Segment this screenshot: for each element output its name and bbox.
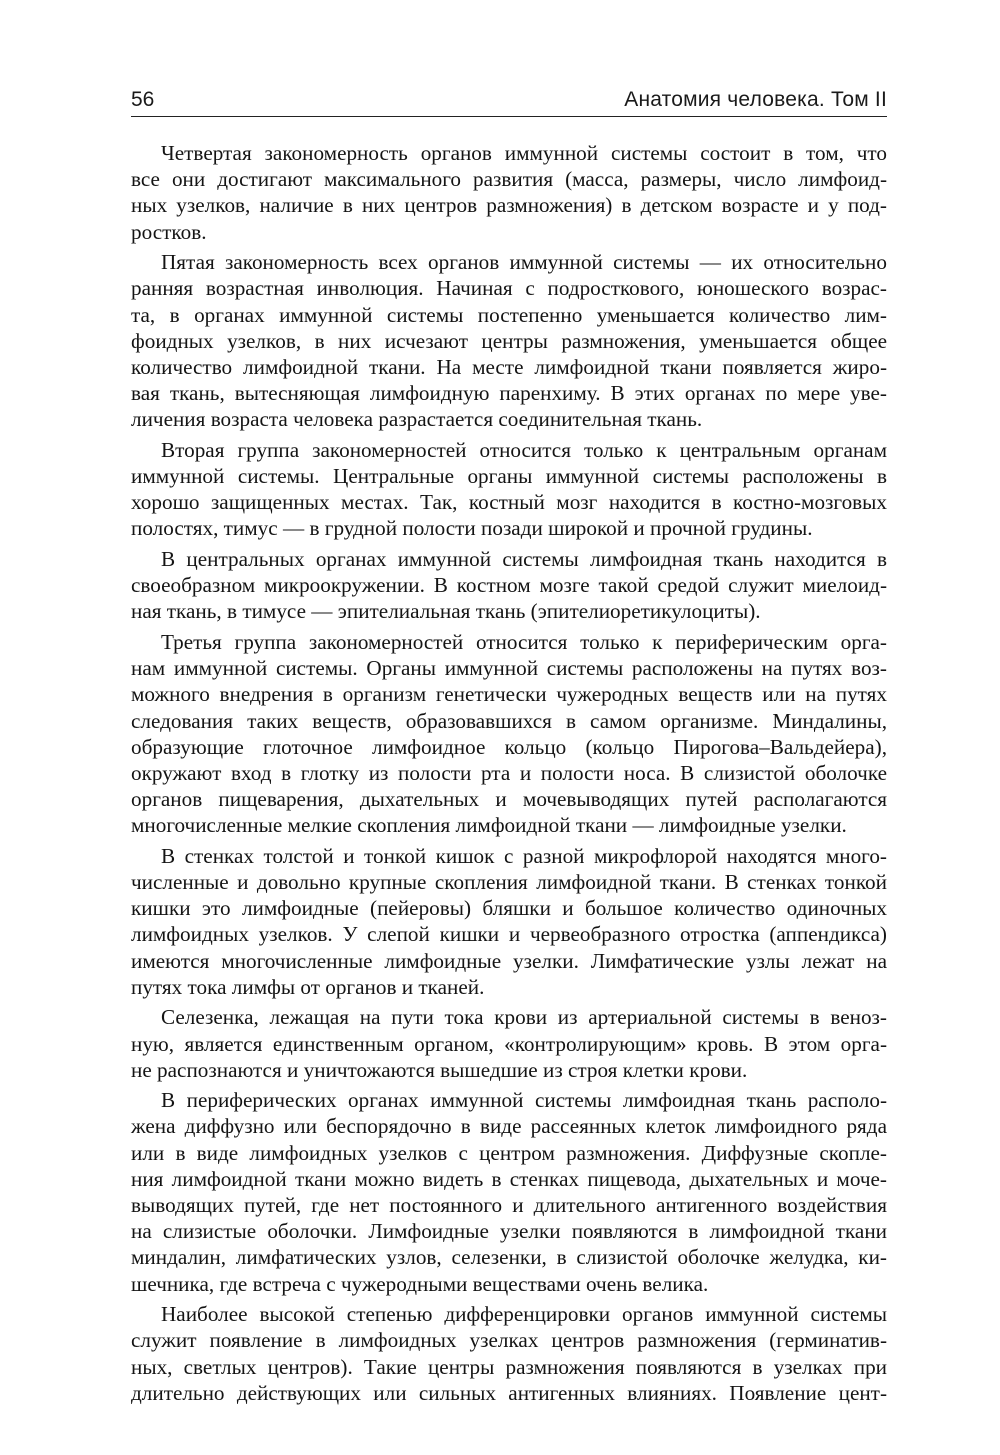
text-line: жена диффузно или беспорядочно в виде рассеянных клеток лимфоидного ряда (131, 1114, 887, 1139)
text-line: ных узелков, наличие в них центров размножения) в детском возрасте и у под- (131, 193, 887, 218)
paragraph (131, 1301, 887, 1406)
text-line: Наиболее высокой степенью дифференцировки органов иммунной системы (161, 1302, 887, 1327)
text-line: В периферических органах иммунной системы лимфоидная ткань располо- (161, 1088, 887, 1113)
text-line: иммунной системы. Центральные органы иммунной системы расположены в (131, 464, 887, 489)
text-line: В стенках толстой и тонкой кишок с разной микрофлорой находятся много- (161, 843, 887, 868)
text-line: имеются многочисленные лимфоидные узелки. Лимфатические узлы лежат на (131, 948, 887, 973)
text-line: Четвертая закономерность органов иммунной системы состоит в том, что (161, 141, 887, 165)
text-line: ранняя возрастная инволюция. Начиная с подросткового, юношеского возрас- (131, 276, 887, 301)
paragraph (131, 249, 887, 432)
text-line: ния лимфоидной ткани можно видеть в стенках пищевода, дыхательных и моче- (131, 1166, 887, 1191)
text-line: ростков. (131, 219, 207, 244)
running-header (131, 86, 887, 117)
text-line: количество лимфоидной ткани. На месте лимфоидной ткани появляется жиро- (131, 354, 887, 379)
text-line: Вторая группа закономерностей относится только к центральным органам (161, 437, 887, 462)
text-line: образующие глоточное лимфоидное кольцо (кольцо Пирогова–Вальдейера), (131, 734, 887, 759)
body-text (131, 140, 887, 1410)
page-number: 56 (131, 88, 155, 111)
paragraph (131, 843, 887, 1000)
text-line: длительно действующих или сильных антигенных влияниях. Появление цент- (131, 1380, 887, 1405)
text-line: следования таких веществ, образовавшихся в самом организме. Миндалины, (131, 708, 887, 733)
text-line: окружают вход в глотку из полости рта и полости носа. В слизистой оболочке (131, 760, 887, 785)
text-line: личения возраста человека разрастается соединительная ткань. (131, 407, 703, 432)
text-line: вая ткань, вытесняющая лимфоидную паренхиму. В этих органах по мере уве- (131, 381, 887, 406)
paragraph (131, 1004, 887, 1083)
paragraph (131, 546, 887, 625)
text-line: полостях, тимус — в грудной полости позади широкой и прочной грудины. (131, 516, 813, 541)
text-line: миндалин, лимфатических узлов, селезенки, в слизистой оболочке желудка, ки- (131, 1245, 887, 1270)
paragraph (131, 140, 887, 245)
text-line: выводящих путей, где нет постоянного и длительного антигенного воздействия (131, 1193, 887, 1218)
text-line: Третья группа закономерностей относится только к периферическим орга- (161, 629, 887, 654)
paragraph (131, 1087, 887, 1297)
paragraph (131, 437, 887, 542)
text-line: ная ткань, в тимусе — эпителиальная ткань (эпителиоретикулоциты). (131, 599, 761, 624)
text-line: Селезенка, лежащая на пути тока крови из артериальной системы в веноз- (161, 1005, 887, 1030)
paragraph (131, 629, 887, 839)
text-line: на слизистые оболочки. Лимфоидные узелки появляются в лимфоидной ткани (131, 1219, 887, 1244)
running-title: Анатомия человека. Том II (624, 88, 887, 111)
text-line: хорошо защищенных местах. Так, костный мозг находится в костно-мозговых (131, 490, 887, 515)
text-line: шечника, где встреча с чужеродными веществами очень велика. (131, 1271, 709, 1296)
text-line: ных, светлых центров). Такие центры размножения появляются в узелках при (131, 1354, 887, 1379)
text-line: ную, является единственным органом, «контролирующим» кровь. В этом орга- (131, 1031, 887, 1056)
text-line: нам иммунной системы. Органы иммунной системы расположены на путях воз- (131, 656, 887, 681)
text-line: та, в органах иммунной системы постепенно уменьшается количество лим- (131, 302, 887, 327)
text-line: все они достигают максимального развития (масса, размеры, число лимфоид- (131, 167, 887, 192)
text-line: служит появление в лимфоидных узелках центров размножения (герминатив- (131, 1328, 887, 1353)
text-line: В центральных органах иммунной системы лимфоидная ткань находится в (161, 546, 887, 571)
text-line: фоидных узелков, в них исчезают центры размножения, уменьшается общее (131, 328, 887, 353)
text-line: путях тока лимфы от органов и тканей. (131, 974, 485, 999)
text-line: своеобразном микроокружении. В костном мозге такой средой служит миелоид- (131, 573, 887, 598)
text-line: не распознаются и уничтожаются вышедшие из строя клетки крови. (131, 1057, 748, 1082)
text-line: органов пищеварения, дыхательных и мочевыводящих путей располагаются (131, 787, 887, 812)
text-line: кишки это лимфоидные (пейеровы) бляшки и большое количество одиночных (131, 896, 887, 921)
text-line: или в виде лимфоидных узелков с центром размножения. Диффузные скопле- (131, 1140, 887, 1165)
text-line: Пятая закономерность всех органов иммунной системы — их относительно (161, 250, 887, 275)
text-line: лимфоидных узелков. У слепой кишки и червеобразного отростка (аппендикса) (131, 922, 887, 947)
text-line: многочисленные мелкие скопления лимфоидной ткани — лимфоидные узелки. (131, 813, 847, 838)
text-line: можного внедрения в организм генетически чужеродных веществ или на путях (131, 682, 887, 707)
text-line: численные и довольно крупные скопления лимфоидной ткани. В стенках тонкой (131, 870, 887, 895)
